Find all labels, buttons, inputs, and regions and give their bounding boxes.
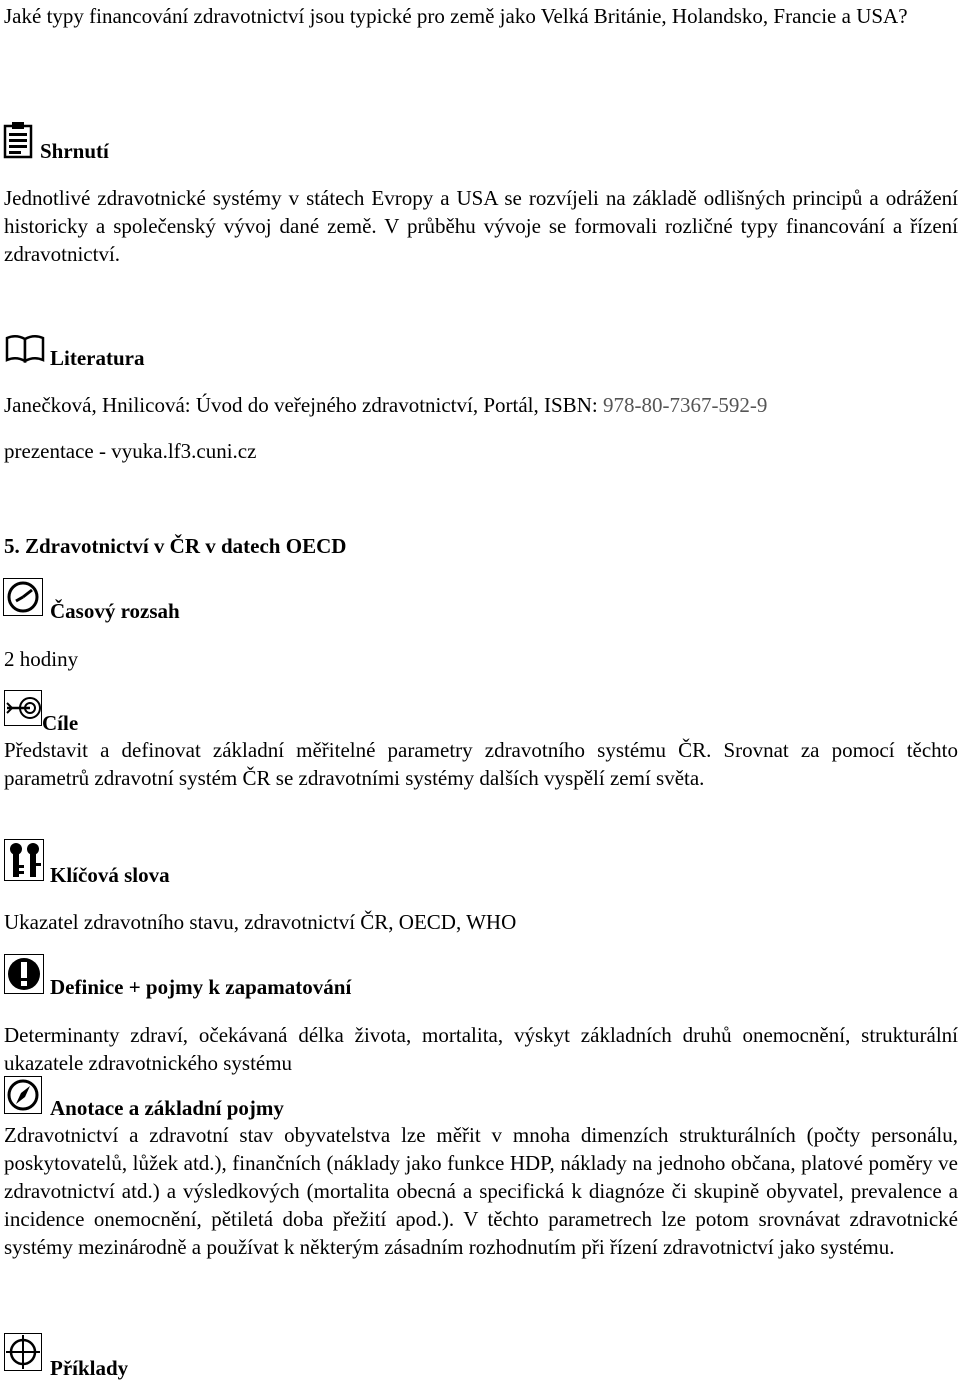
definitions-heading: Definice + pojmy k zapamatování [50, 975, 352, 999]
literature-reference [4, 391, 958, 419]
open-book-icon [4, 334, 46, 364]
target-arrow-icon [4, 690, 42, 726]
examples-heading: Příklady [50, 1356, 129, 1380]
notepad-icon [3, 121, 33, 159]
summary-text: Jednotlivé zdravotnické systémy v státech Evropy a USA se rozvíjeli na základě odlišných principů a odrážení historicky a společenský vývoj dané země. V průběhu vývoje se formovali rozličné typy financování a řízení zdravotnictví. [4, 186, 958, 266]
exclamation-icon [4, 954, 44, 994]
keys-icon [4, 839, 44, 881]
time-range-value: 2 hodiny [4, 647, 79, 671]
definitions-text: Determinanty zdraví, očekávaná délka života, mortalita, výskyt základních druhů onemocnění, strukturální ukazatele zdravotnického systému [4, 1023, 958, 1075]
summary-heading: Shrnutí [40, 139, 109, 163]
literature-heading: Literatura [50, 346, 145, 370]
keywords-heading: Klíčová slova [50, 863, 170, 887]
keywords-text: Ukazatel zdravotního stavu, zdravotnictví ČR, OECD, WHO [4, 910, 517, 934]
time-range-heading: Časový rozsah [50, 599, 180, 623]
chapter-title: 5. Zdravotnictví v ČR v datech OECD [4, 534, 347, 558]
annotation-text: Zdravotnictví a zdravotní stav obyvatelstva lze měřit v mnoha dimenzích strukturálních (počty personálu, poskytovatelů, lůžek atd.), finančních (náklady jako funkce HDP, náklady na jednoho občana, platové poměry ve zdravotnictví atd.) a výsledkových (mortalita obecná a specifická k diagnóze či skupině obyvatel, prevalence a incidence onemocnění, pětiletá doba přežití apod.). V těchto parametrech lze potom srovnávat zdravotnické systémy mezinárodně a používat k některým zásadním rozhodnutím při řízení zdravotnictví jako systému. [4, 1123, 958, 1259]
literature-ref-text: Janečková, Hnilicová: Úvod do veřejného zdravotnictví, Portál, ISBN: [4, 393, 603, 417]
literature-isbn: 978-80-7367-592-9 [602, 393, 768, 417]
crosshair-icon [4, 1333, 42, 1371]
intro-question: Jaké typy financování zdravotnictví jsou typické pro země jako Velká Británie, Holandsko, Francie a USA? [4, 4, 908, 28]
annotation-heading: Anotace a základní pojmy [50, 1096, 284, 1120]
literature-web: prezentace - vyuka.lf3.cuni.cz [4, 439, 257, 463]
compass-icon [4, 1076, 42, 1114]
goals-text: Představit a definovat základní měřitelné parametry zdravotního systému ČR. Srovnat za pomocí těchto parametrů zdravotní systém ČR se zdravotními systémy dalších vyspělí zemí světa. [4, 738, 958, 790]
clock-icon [3, 578, 43, 616]
goals-heading: Cíle [42, 711, 79, 735]
